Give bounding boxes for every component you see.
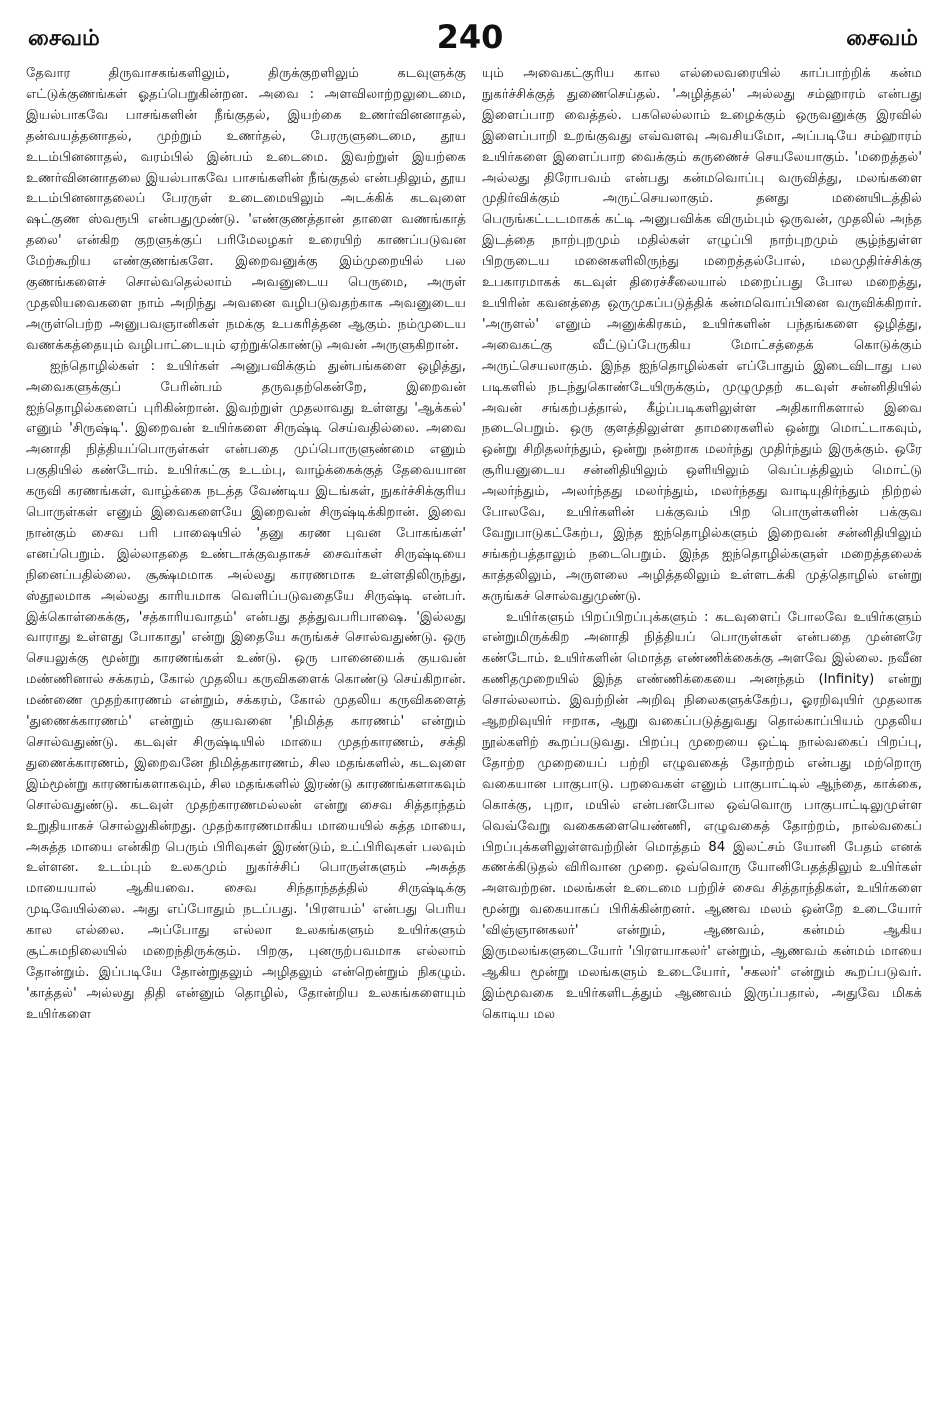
paragraph-souls-and-births: உயிர்களும் பிறப்பிறப்புக்களும் : கடவுளைப் போலவே உயிர்களும் என்றுமிருக்கிற அனாதி நித்தியப் பொருள்கள் என்பதை முன்னரே கண்டோம். உயிர்களின் மொத்த எண்ணிக்கைக்கு அளவே இல்லை. நவீன கணிதமுறையில் இந்த எண்ணிக்கையை அனந்தம் (Infinity) என்று சொல்லலாம். இவற்றின் அறிவு நிலைகளுக்கேற்ப, ஓரறிவுயிர் முதலாக ஆறறிவுயிர் ஈறாக, ஆறு வகைப்படுத்துவது தொல்காப்பியம் முதலிய நூல்களிற் கூறப்படுவது. பிறப்பு முறையை ஒட்டி நால்வகைப் பிறப்பு, தோற்ற முறையைப் பற்றி எழுவகைத் தோற்றம் என்பது மற்றொரு வகையான பாகுபாடு. பறவைகள் எனும் பாகுபாட்டில் ஆந்தை, காக்கை, கொக்கு, புறா, மயில் என்பனபோல ஒவ்வொரு பாகுபாட்டிலுமுள்ள வெவ்வேறு வகைகளையெண்ணி, எழுவகைத் தோற்றம், நால்வகைப் பிறப்புக்களிலுள்ளவற்றின் மொத்தம் 84 இலட்சம் யோனி பேதம் எனக் கணக்கிடுதல் விரிவான முறை. ஒவ்வொரு யோனிபேதத்திலும் உயிர்கள் அளவற்றன. மலங்கள் உடைமை பற்றிச் சைவ சித்தாந்திகள், உயிர்களை மூன்று வகையாகப் பிரிக்கின்றனர். ஆணவ மலம் ஒன்றே உடையோர் 'விஞ்ஞானகலர்' என்றும், ஆணவம், கன்மம் ஆகிய இருமலங்களுடையோர் 'பிரளயாகலர்' என்றும், ஆணவம் கன்மம் மாயை ஆகிய மூன்று மலங்களும் உடையோர், 'சகலர்' என்றும் கூறப்படுவர். இம்மூவகை உயிர்களிடத்தும் ஆணவம் இருப்பதால், அதுவே மிகக் கொடிய மல bbox=[482, 609, 922, 1022]
paragraph-eight-qualities: தேவார திருவாசகங்களிலும், திருக்குறளிலும் கடவுளுக்கு எட்டுக்குணங்கள் ஓதப்பெறுகின்றன. அவை : அளவிலாற்றலுடைமை, இயல்பாகவே பாசங்களின் நீங்குதல், இயற்கை உணர்வினனாதல், தன்வயத்தனாதல், முற்றும் உணர்தல், பேரருளுடைமை, தூய உடம்பினனாதல், வரம்பில் இன்பம் உடைமை. இவற்றுள் இயற்கை உணர்வினனாதலை இயல்பாகவே பாசங்களின் நீங்குதல் என்பதிலும், தூய உடம்பினனாதலைப் பேரருள் உடைமையிலும் அடக்கிக் கடவுளை ஷட்குண ஸ்வரூபி என்பதுமுண்டு. 'எண்குணத்தான் தாளை வணங்காத் தலை' என்கிற குறளுக்குப் பரிமேலழகர் உரையிற் காணப்படுவன மேற்கூறிய எண்குணங்களே. இறைவனுக்கு இம்முறையில் பல குணங்களைச் சொல்வதெல்லாம் அவனுடைய பெருமை, அருள் முதலியவைகளை நாம் அறிந்து அவனை வழிபடுவதற்காக அவனுடைய அருள்பெற்ற அனுபவஞானிகள் நமக்கு உபகரித்தன ஆகும். நம்முடைய வணக்கத்தையும் வழிபாட்டையும் ஏற்றுக்கொண்டு அவன் அருளுகிறான். bbox=[26, 66, 466, 353]
running-head-right: சைவம் bbox=[846, 26, 918, 51]
right-column bbox=[482, 64, 922, 1414]
running-head-left: சைவம் bbox=[28, 26, 100, 51]
page-number: 240 bbox=[436, 18, 504, 56]
paragraph-five-functions: ஐந்தொழில்கள் : உயிர்கள் அனுபவிக்கும் துன்பங்களை ஒழித்து, அவைகளுக்குப் பேரின்பம் தருவதற்கென்றே, இறைவன் ஐந்தொழில்களைப் புரிகின்றான். இவற்றுள் முதலாவது உள்ளது 'ஆக்கல்' எனும் 'சிருஷ்டி'. இறைவன் உயிர்களை சிருஷ்டி செய்வதில்லை. அவை அனாதி நித்தியப்பொருள்கள் என்பதை முப்பொருளுண்மை எனும் பகுதியில் கண்டோம். உயிர்கட்கு உடம்பு, வாழ்க்கைக்குத் தேவையான கருவி கரணங்கள், வாழ்க்கை நடத்த வேண்டிய இடங்கள், நுகர்ச்சிக்குரிய பொருள்கள் எனும் இவைகளையே இறைவன் சிருஷ்டிக்கிறான். இவை நான்கும் சைவ பரி பாஷையில் 'தனு கரண புவன போகங்கள்' எனப்பெறும். இல்லாததை உண்டாக்குவதாகச் சைவர்கள் சிருஷ்டியை நினைப்பதில்லை. சூக்ஷ்மமாக அல்லது காரணமாக உள்ளதிலிருந்து, ஸ்தூலமாக அல்லது காரியமாக வெளிப்படுவதையே சிருஷ்டி என்பர். இக்கொள்கைக்கு, 'சத்காரியவாதம்' என்பது தத்துவபரிபாஷை. 'இல்லது வாராது உள்ளது போகாது' என்று இதையே சுருங்கச் சொல்வதுண்டு. ஒரு செயலுக்கு மூன்று காரணங்கள் உண்டு. ஒரு பானையைக் குயவன் மண்ணினால் சக்கரம், கோல் முதலிய கருவிகளைக் கொண்டு செய்கிறான். மண்ணை முதற்காரணம் என்றும், சக்கரம், கோல் முதலிய கருவிகளைத் 'துணைக்காரணம்' என்றும் குயவனை 'நிமித்த காரணம்' என்றும் சொல்வதுண்டு. கடவுள் சிருஷ்டியில் மாயை முதற்காரணம், சக்தி துணைக்காரணம், இறைவனே நிமித்தகாரணம், சில மதங்களில், கடவுளை இம்மூன்று காரணங்களாகவும், சில மதங்களில் இரண்டு காரணங்களாகவும் சொல்வதுண்டு. கடவுள் முதற்காரணமல்லன் என்று சைவ சித்தாந்தம் உறுதியாகச் சொல்லுகின்றது. முதற்காரணமாகிய மாயையில் சுத்த மாயை, அசுத்த மாயை என்கிற பெரும் பிரிவுகள் இரண்டும், உட்பிரிவுகள் பலவும் உள்ளன. உடம்பும் உலகமும் நுகர்ச்சிப் பொருள்களும் அசுத்த மாயையால் ஆகியவை. சைவ சிந்தாந்தத்தில் சிருஷ்டிக்கு முடிவேயில்லை. அது எப்போதும் நடப்பது. 'பிரளயம்' என்பது பெரிய கால எல்லை. அப்போது எல்லா உலகங்களும் உயிர்களும் சூட்சுமநிலையில் மறைந்திருக்கும். பிறகு, புனருற்பவமாக எல்லாம் தோன்றும். இப்படியே தோன்றுதலும் அழிதலும் என்றென்றும் நிகழும். 'காத்தல்' அல்லது திதி என்னும் தொழில், தோன்றிய உலகங்களையும் உயிர்களை bbox=[26, 358, 466, 1022]
left-column bbox=[26, 64, 466, 1414]
paragraph-five-functions-continued: யும் அவைகட்குரிய கால எல்லைவரையில் காப்பாற்றிக் கன்ம நுகர்ச்சிக்குத் துணைசெய்தல். 'அழித்தல்' அல்லது சம்ஹாரம் என்பது இளைப்பாற வைத்தல். பகலெல்லாம் உழைக்கும் ஒருவனுக்கு இரவில் இளைப்பாறி உறங்குவது எவ்வளவு அவசியமோ, அப்படியே சம்ஹாரம் உயிர்களை இளைப்பாற வைக்கும் கருணைச் செயலேயாகும். 'மறைத்தல்' அல்லது திரோபவம் என்பது கன்மவொப்பு வருவித்து, மலங்களை முதிர்விக்கும் அருட்செயலாகும். தனது மனையிடத்தில் பெருங்கட்டடமாகக் கட்டி அனுபவிக்க விரும்பும் ஒருவன், முதலில் அந்த இடத்தை நாற்புறமும் மதில்கள் எழுப்பி நாற்புறமும் சூழ்ந்துள்ள பிறருடைய மனைகளிலிருந்து மறைத்தல்போல், மலமுதிர்ச்சிக்கு உபகாரமாகக் கடவுள் திரைச்சீலையால் மறைப்பது போல மறைத்து, உயிரின் கவனத்தை ஒருமுகப்படுத்திக் கன்மவொப்பினை வருவிக்கிறார். 'அருளல்' எனும் அனுக்கிரகம், உயிர்களின் பந்தங்களை ஒழித்து, அவைகட்கு வீட்டுப்பேருகிய மோட்சத்தைக் கொடுக்கும் அருட்செயலாகும். இந்த ஐந்தொழில்கள் எப்போதும் இடைவிடாது பல படிகளில் நடந்துகொண்டேயிருக்கும், முழுமுதற் கடவுள் சன்னிதியில் அவன் சங்கற்பத்தால், கீழ்ப்படிகளிலுள்ள அதிகாரிகளால் இவை நடைபெறும். ஒரு குளத்திலுள்ள தாமரைகளில் ஒன்று மொட்டாகவும், ஒன்று சிறிதலர்ந்தும், ஒன்று நன்றாக மலர்ந்து முதிர்ந்தும் இருக்கும். ஒரே சூரியனுடைய சன்னிதியிலும் ஒளியிலும் வெப்பத்திலும் மொட்டு அலர்ந்தும், அலர்ந்தது மலர்ந்தும், மலர்ந்தது வாடியுதிர்ந்தும் நிற்றல் போலவே, உயிர்களின் பக்குவம் பிற பொருள்களின் பக்குவ வேறுபாடுகட்கேற்ப, இந்த ஐந்தொழில்களும் இறைவன் சன்னிதியிலும் சங்கற்பத்தாலும் நடைபெறும். இந்த ஐந்தொழில்களுள் மறைத்தலைக் காத்தலிலும், அருளலை அழித்தலிலும் உள்ளடக்கி முத்தொழில் என்று சுருங்கச் சொல்வதுமுண்டு. bbox=[482, 66, 922, 604]
page-header bbox=[0, 0, 940, 60]
